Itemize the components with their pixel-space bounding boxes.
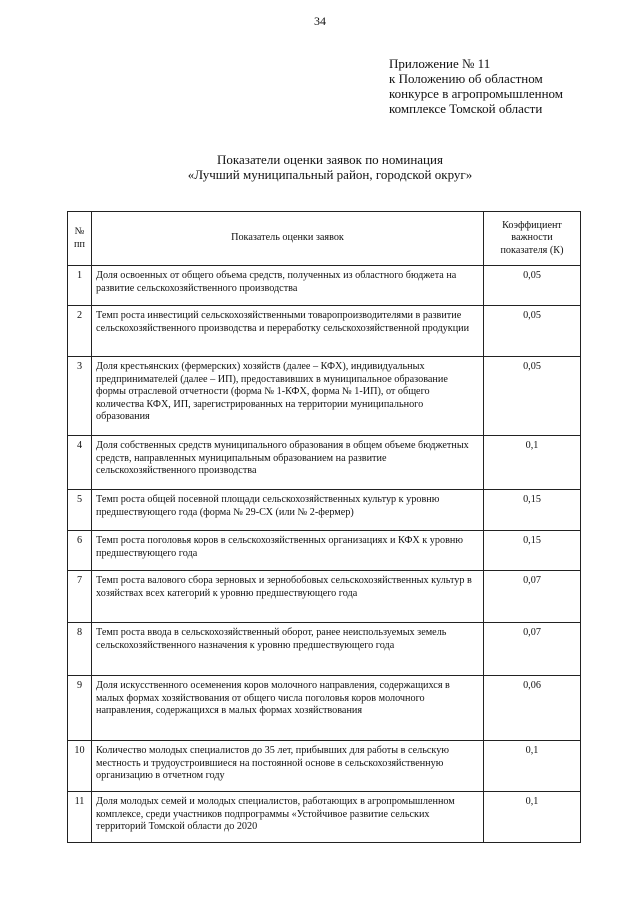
- row-number: 10: [68, 741, 92, 792]
- row-indicator: Доля молодых семей и молодых специалистов, работающих в агропромышленном комплексе, среди участников подпрограммы «Устойчивое развитие сельских территорий Томской области до 2020: [92, 792, 484, 843]
- row-number: 6: [68, 531, 92, 571]
- row-number: 4: [68, 436, 92, 490]
- row-indicator: Темп роста ввода в сельскохозяйственный оборот, ранее неиспользуемых земель сельскохозяйственного назначения к уровню предшествующего года: [92, 623, 484, 676]
- row-indicator: Доля собственных средств муниципального образования в общем объеме бюджетных средств, направленных муниципальным образованием на развитие сельскохозяйственного производства: [92, 436, 484, 490]
- table-row: [68, 266, 581, 306]
- row-number: 3: [68, 357, 92, 436]
- row-indicator: Доля искусственного осеменения коров молочного направления, содержащихся в малых формах хозяйствования от общего числа поголовья коров молочного направления, содержащихся в малых формах хозяйствования: [92, 676, 484, 741]
- title-line-2: «Лучший муниципальный район, городской округ»: [187, 167, 473, 182]
- row-number: 11: [68, 792, 92, 843]
- row-coefficient: 0,07: [484, 571, 581, 623]
- row-number: 7: [68, 571, 92, 623]
- row-coefficient: 0,15: [484, 490, 581, 531]
- row-coefficient: 0,1: [484, 792, 581, 843]
- document-title: [60, 152, 600, 182]
- table-row: [68, 531, 581, 571]
- criteria-table: [67, 211, 581, 843]
- row-coefficient: 0,15: [484, 531, 581, 571]
- header-coefficient: Коэффициент важности показателя (К): [484, 212, 581, 266]
- title-line-1: Показатели оценки заявок по номинация: [217, 152, 443, 167]
- row-number: 1: [68, 266, 92, 306]
- row-coefficient: 0,06: [484, 676, 581, 741]
- row-number: 8: [68, 623, 92, 676]
- row-coefficient: 0,1: [484, 741, 581, 792]
- row-coefficient: 0,05: [484, 306, 581, 357]
- row-coefficient: 0,1: [484, 436, 581, 490]
- row-coefficient: 0,07: [484, 623, 581, 676]
- row-indicator: Доля освоенных от общего объема средств, полученных из областного бюджета на развитие сельскохозяйственного производства: [92, 266, 484, 306]
- table-row: [68, 571, 581, 623]
- appendix-line: Приложение № 11: [389, 56, 491, 71]
- table-row: [68, 792, 581, 843]
- table-row: [68, 490, 581, 531]
- page-number: 34: [314, 14, 326, 28]
- row-coefficient: 0,05: [484, 357, 581, 436]
- row-indicator: Темп роста поголовья коров в сельскохозяйственных организациях и КФХ к уровню предшествующего года: [92, 531, 484, 571]
- row-number: 5: [68, 490, 92, 531]
- appendix-line: к Положению об областном: [389, 71, 543, 86]
- header-number: № пп: [68, 212, 92, 266]
- table-row: [68, 306, 581, 357]
- row-indicator: Темп роста инвестиций сельскохозяйственными товаропроизводителями в развитие сельскохозяйственного производства и переработку сельскохозяйственной продукции: [92, 306, 484, 357]
- header-indicator: Показатель оценки заявок: [92, 212, 484, 266]
- appendix-line: конкурсе в агропромышленном: [389, 86, 564, 101]
- row-coefficient: 0,05: [484, 266, 581, 306]
- table-row: [68, 676, 581, 741]
- row-indicator: Темп роста общей посевной площади сельскохозяйственных культур к уровню предшествующего года (форма № 29-СХ (или № 2-фермер): [92, 490, 484, 531]
- appendix-block: [389, 56, 629, 116]
- row-number: 2: [68, 306, 92, 357]
- table-row: [68, 357, 581, 436]
- table-row: [68, 623, 581, 676]
- table-header-row: [68, 212, 581, 266]
- appendix-line: комплексе Томской области: [389, 101, 543, 116]
- row-indicator: Количество молодых специалистов до 35 лет, прибывших для работы в сельскую местность и трудоустроившиеся на постоянной основе в сельскохозяйственную организацию в отчетном году: [92, 741, 484, 792]
- table-row: [68, 436, 581, 490]
- row-indicator: Темп роста валового сбора зерновых и зернобобовых сельскохозяйственных культур в хозяйствах всех категорий к уровню предшествующего года: [92, 571, 484, 623]
- table-row: [68, 741, 581, 792]
- row-number: 9: [68, 676, 92, 741]
- row-indicator: Доля крестьянских (фермерских) хозяйств (далее – КФХ), индивидуальных предпринимателей (далее – ИП), предоставивших в муниципальное образование формы отраслевой отчетности (форма № 1-КФХ, форма № 1-ИП), от общего количества КФХ, ИП, зарегистрированных на территории муниципального образования: [92, 357, 484, 436]
